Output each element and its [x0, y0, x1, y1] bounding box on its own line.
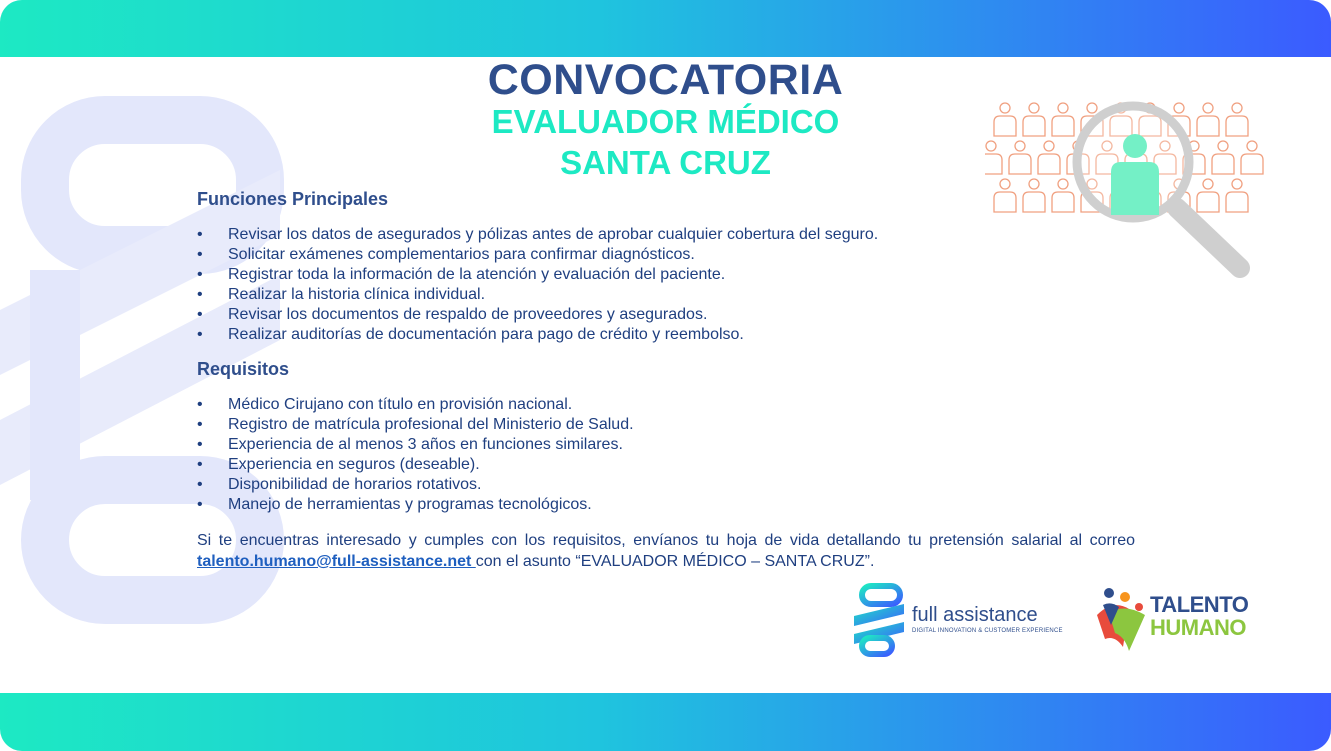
selected-person-body-icon [1111, 162, 1159, 215]
person-body-icon [1038, 154, 1060, 174]
page-title: CONVOCATORIA [487, 56, 844, 104]
person-head-icon [1218, 141, 1228, 151]
person-head-icon [1232, 103, 1242, 113]
person-body-icon [1226, 192, 1248, 212]
full-assistance-name: full assistance [912, 604, 1038, 626]
list-item: • Realizar auditorías de documentación para pago de crédito y reembolso. [197, 325, 878, 345]
functions-list [197, 225, 878, 345]
person-head-icon [1058, 179, 1068, 189]
person-body-icon [1009, 154, 1031, 174]
list-item: • Registro de matrícula profesional del Ministerio de Salud. [197, 415, 634, 435]
person-head-icon [1000, 103, 1010, 113]
bottom-gradient-band [0, 693, 1331, 751]
person-body-icon [1241, 154, 1263, 174]
list-item: • Disponibilidad de horarios rotativos. [197, 475, 634, 495]
application-instructions [197, 530, 1135, 572]
person-body-icon [1052, 192, 1074, 212]
person-head-icon [1029, 103, 1039, 113]
position-title: EVALUADOR MÉDICO [491, 103, 840, 140]
list-item: • Experiencia de al menos 3 años en funciones similares. [197, 435, 634, 455]
candidate-search-illustration [985, 100, 1280, 290]
person-head-icon [1232, 179, 1242, 189]
location-title: SANTA CRUZ [560, 144, 771, 181]
person-body-icon [994, 116, 1016, 136]
list-item: • Médico Cirujano con título en provisión nacional. [197, 395, 634, 415]
top-gradient-band [0, 0, 1331, 57]
person-body-icon [1023, 116, 1045, 136]
person-body-icon [1212, 154, 1234, 174]
person-body-icon [1197, 192, 1219, 212]
list-item: • Solicitar exámenes complementarios para confirmar diagnósticos. [197, 245, 878, 265]
person-head-icon [1174, 103, 1184, 113]
talento-word: TALENTO [1150, 592, 1249, 617]
application-text-after: con el asunto “EVALUADOR MÉDICO – SANTA CRUZ”. [475, 553, 875, 570]
list-item: • Realizar la historia clínica individual. [197, 285, 878, 305]
list-item: • Manejo de herramientas y programas tecnológicos. [197, 495, 634, 515]
person-body-icon [1023, 192, 1045, 212]
magnifier-handle-icon [1177, 208, 1240, 268]
full-assistance-tagline: DIGITAL INNOVATION & CUSTOMER EXPERIENCE [912, 628, 1063, 634]
person-head-icon [1015, 141, 1025, 151]
person-head-icon [1203, 103, 1213, 113]
person-head-icon [1058, 103, 1068, 113]
person-head-icon [1044, 141, 1054, 151]
requirements-heading: Requisitos [197, 359, 290, 379]
person-head-icon [1087, 103, 1097, 113]
person-head-icon [986, 141, 996, 151]
humano-word: HUMANO [1150, 615, 1246, 640]
person-body-icon [985, 154, 1002, 174]
person-body-icon [1197, 116, 1219, 136]
person-head-icon [1000, 179, 1010, 189]
person-head-icon [1203, 179, 1213, 189]
contact-email-link[interactable]: talento.humano@full-assistance.net [197, 553, 476, 570]
requirements-list [197, 395, 634, 515]
list-item: • Registrar toda la información de la atención y evaluación del paciente. [197, 265, 878, 285]
list-item: • Revisar los datos de asegurados y pólizas antes de aprobar cualquier cobertura del seguro. [197, 225, 878, 245]
list-item: • Revisar los documentos de respaldo de proveedores y asegurados. [197, 305, 878, 325]
person-head-icon [1247, 141, 1257, 151]
functions-heading: Funciones Principales [197, 189, 389, 209]
person-body-icon [1052, 116, 1074, 136]
person-body-icon [1226, 116, 1248, 136]
person-body-icon [994, 192, 1016, 212]
selected-person-head-icon [1123, 134, 1147, 158]
application-text-before: Si te encuentras interesado y cumples con los requisitos, envíanos tu hoja de vida detallando tu pretensión salarial al correo [197, 532, 1135, 549]
list-item: • Experiencia en seguros (deseable). [197, 455, 634, 475]
person-head-icon [1029, 179, 1039, 189]
